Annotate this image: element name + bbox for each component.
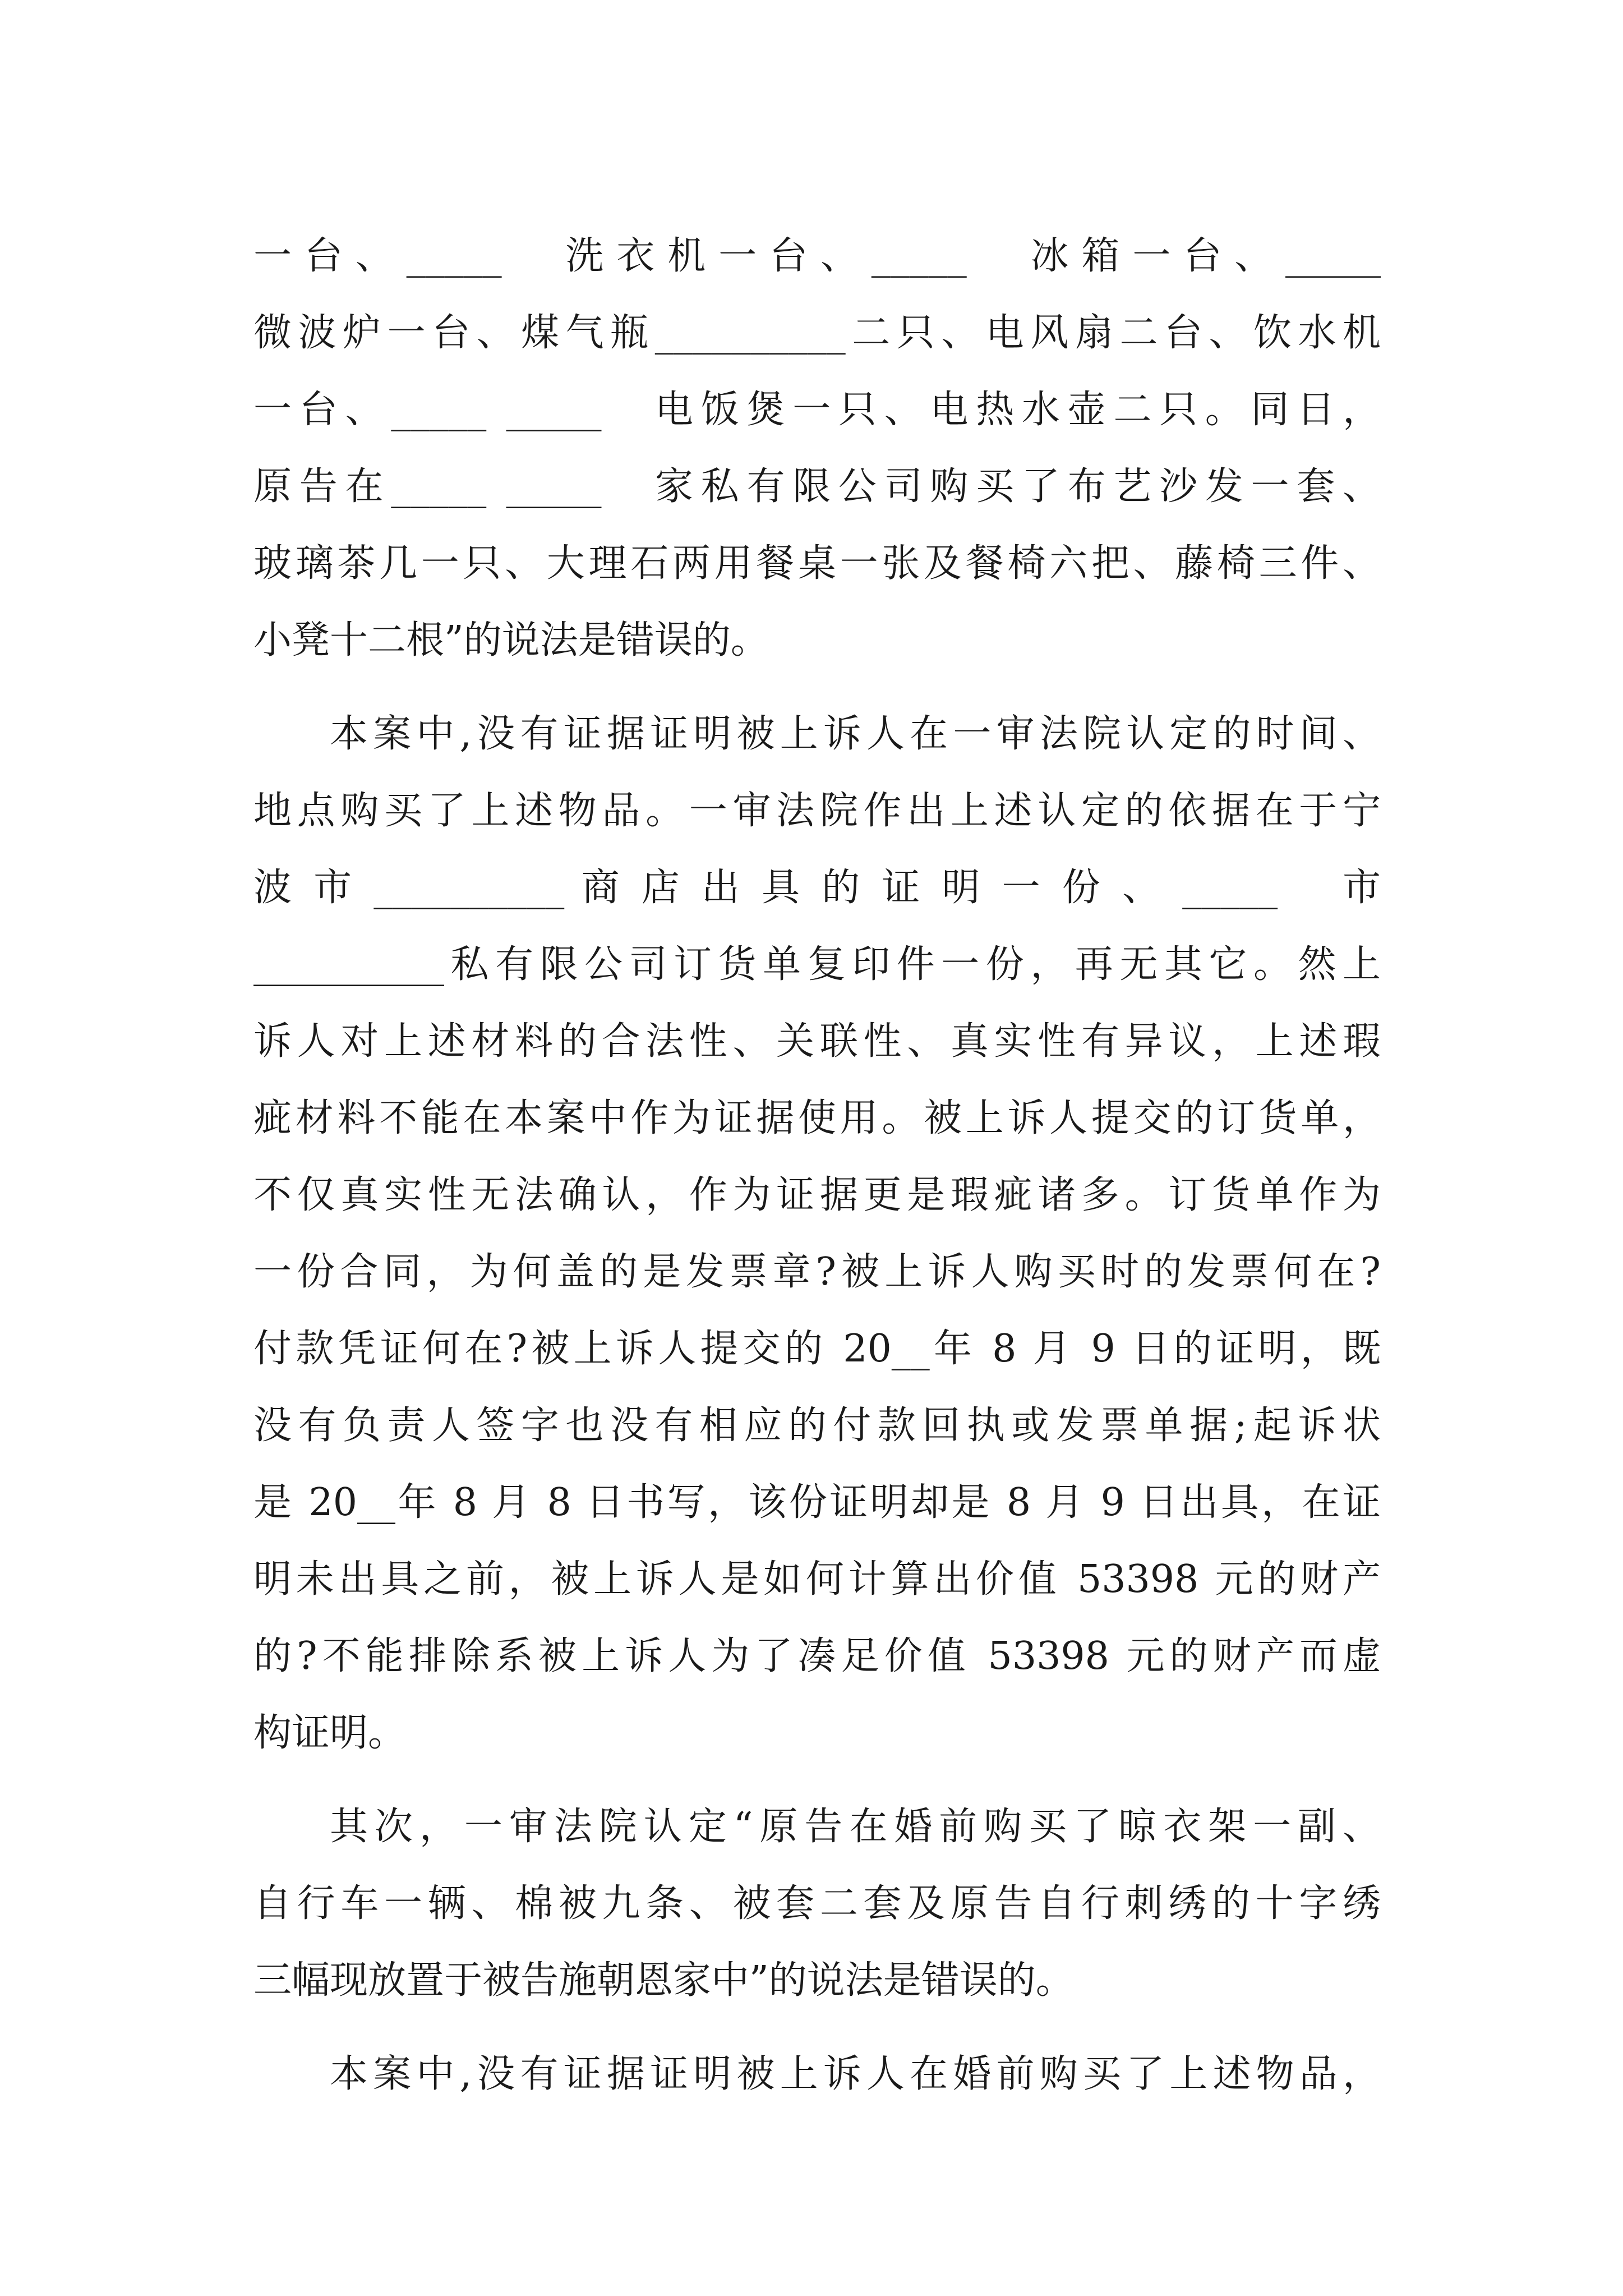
text-line: 小凳十二根”的说法是错误的。 [253,618,769,662]
text-line: 微波炉一台、煤气瓶__________二只、电风扇二台、饮水机 [253,311,1381,355]
paragraph-start-line: 其次，一审法院认定“原告在婚前购买了晾衣架一副、 [330,1805,1381,1849]
document-body [253,218,1381,2113]
text-line: 一份合同，为何盖的是发票章?被上诉人购买时的发票何在? [253,1250,1381,1294]
text-line: 构证明。 [253,1711,407,1755]
text-line: 疵材料不能在本案中作为证据使用。被上诉人提交的订货单， [253,1096,1381,1140]
text-line: 没有负责人签字也没有相应的付款回执或发票单据;起诉状 [253,1404,1381,1448]
paragraph-start-line: 本案中,没有证据证明被上诉人在婚前购买了上述物品， [330,2052,1381,2096]
text-line: 三幅现放置于被告施朝恩家中”的说法是错误的。 [253,1958,1074,2003]
text-line: 是 20__年 8 月 8 日书写，该份证明却是 8 月 9 日出具，在证 [253,1480,1381,1525]
text-line: 一台、_____ 洗衣机一台、_____ 冰箱一台、_____ [253,234,1381,278]
text-line: 不仅真实性无法确认，作为证据更是瑕疵诸多。订货单作为 [253,1173,1381,1217]
text-line: 诉人对上述材料的合法性、关联性、真实性有异议，上述瑕 [253,1019,1381,1064]
text-line: 波 市 __________ 商 店 出 具 的 证 明 一 份 、 _____ 市 [253,866,1381,910]
text-line: 明未出具之前，被上诉人是如何计算出价值 53398 元的财产 [253,1557,1381,1602]
text-line: 自行车一辆、棉被九条、被套二套及原告自行刺绣的十字绣 [253,1881,1381,1926]
text-line: 一台、_____ _____ 电饭煲一只、电热水壶二只。同日， [253,388,1381,432]
text-line: 地点购买了上述物品。一审法院作出上述认定的依据在于宁 [253,789,1381,833]
text-line: 的?不能排除系被上诉人为了凑足价值 53398 元的财产而虚 [253,1634,1381,1678]
text-line: 原告在_____ _____ 家私有限公司购买了布艺沙发一套、 [253,464,1381,509]
paragraph-start-line: 本案中,没有证据证明被上诉人在一审法院认定的时间、 [330,712,1381,756]
text-line: 付款凭证何在?被上诉人提交的 20__年 8 月 9 日的证明，既 [253,1327,1381,1371]
text-line: 玻璃茶几一只、大理石两用餐桌一张及餐椅六把、藤椅三件、 [253,541,1381,586]
text-line: __________私有限公司订货单复印件一份，再无其它。然上 [253,942,1381,987]
